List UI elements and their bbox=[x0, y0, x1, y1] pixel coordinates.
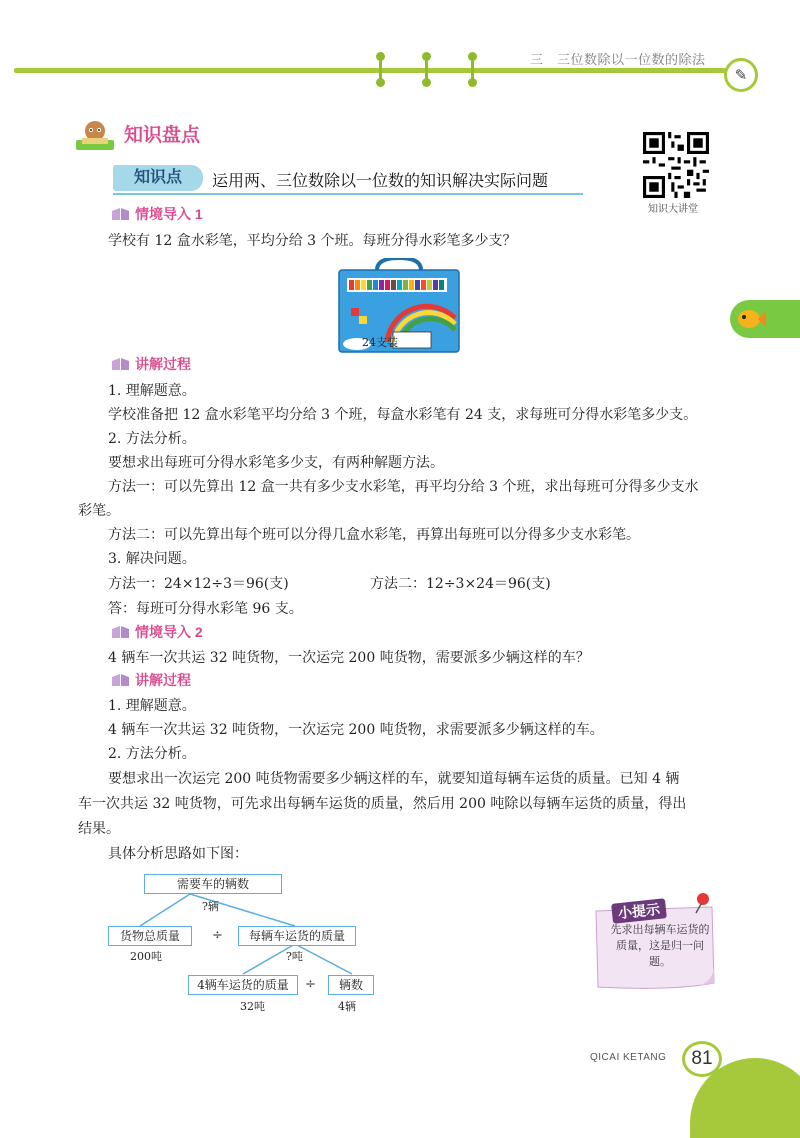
diagram-node-bottom-left-value: 32吨 bbox=[240, 1000, 265, 1013]
book-icon bbox=[112, 626, 129, 638]
page-number: 81 bbox=[682, 1041, 722, 1077]
footer-brand: QICAI KETANG bbox=[590, 1052, 667, 1063]
diagram-node-top-value: ?辆 bbox=[202, 900, 219, 913]
mascot-reading-icon bbox=[76, 118, 114, 152]
divider bbox=[113, 193, 583, 195]
explain2-line: 2. 方法分析。 bbox=[108, 746, 196, 762]
scenario1-question: 学校有 12 盒水彩笔，平均分给 3 个班。每班分得水彩笔多少支？ bbox=[108, 233, 517, 249]
fish-icon bbox=[736, 306, 766, 332]
divide-operator: ÷ bbox=[212, 928, 223, 943]
explain1-line: 方法一：可以先算出 12 盒一共有多少支水彩笔，再平均分给 3 个班，求出每班可分得多少支水 bbox=[108, 479, 699, 495]
knowledge-point-title: 运用两、三位数除以一位数的知识解决实际问题 bbox=[212, 173, 549, 190]
diagram-node-top: 需要车的辆数 bbox=[144, 874, 282, 894]
book-icon bbox=[112, 358, 129, 370]
explain1-line: 1. 理解题意。 bbox=[108, 383, 196, 399]
explain2-line: 1. 理解题意。 bbox=[108, 698, 196, 714]
explain1-line: 2. 方法分析。 bbox=[108, 431, 196, 447]
header-rule bbox=[14, 68, 726, 73]
method1-formula: 方法一：24×12÷3＝96(支) bbox=[108, 576, 289, 592]
explain1-heading: 讲解过程 bbox=[135, 356, 191, 372]
tip-text: 先求出每辆车运货的质量，这是归一问题。 bbox=[610, 923, 710, 968]
explain2-line: 具体分析思路如下图： bbox=[108, 846, 248, 862]
explain2-line: 结果。 bbox=[78, 821, 120, 837]
method2-formula: 方法二：12÷3×24＝96(支) bbox=[370, 576, 551, 592]
explain2-line: 要想求出一次运完 200 吨货物需要多少辆这样的车，就要知道每辆车运货的质量。已知 4 辆 bbox=[108, 771, 680, 787]
explain1-line: 要想求出每班可分得水彩笔多少支，有两种解题方法。 bbox=[108, 455, 444, 471]
explain2-line: 4 辆车一次共运 32 吨货物，一次运完 200 吨货物，求需要派多少辆这样的车。 bbox=[108, 722, 604, 738]
header-pin bbox=[376, 78, 385, 87]
book-icon bbox=[112, 208, 129, 220]
tip-heading: 小提示 bbox=[611, 898, 667, 924]
explain1-line: 彩笔。 bbox=[78, 503, 120, 519]
qr-caption: 知识大讲堂 bbox=[648, 204, 698, 215]
book-icon bbox=[112, 674, 129, 686]
explain2-line: 车一次共运 32 吨货物，可先求出每辆车运货的质量，然后用 200 吨除以每辆车运货的质量，得出 bbox=[78, 796, 687, 812]
section-title: 知识盘点 bbox=[124, 125, 201, 146]
header-pin bbox=[422, 78, 431, 87]
explain1-line: 方法二：可以先算出每个班可以分得几盒水彩笔，再算出每班可以分得多少支水彩笔。 bbox=[108, 527, 640, 543]
answer1: 答：每班可分得水彩笔 96 支。 bbox=[108, 601, 303, 617]
chapter-title: 三 三位数除以一位数的除法 bbox=[530, 52, 706, 67]
explain1-line: 3. 解决问题。 bbox=[108, 551, 196, 567]
box-label: 24支装 bbox=[362, 336, 398, 349]
diagram-node-mid-value: ?吨 bbox=[286, 950, 303, 963]
scenario1-heading: 情境导入 1 bbox=[135, 206, 203, 222]
divide-operator: ÷ bbox=[305, 977, 316, 992]
marker-box-illustration bbox=[337, 258, 461, 354]
mascot-icon: ✎ bbox=[724, 58, 758, 92]
knowledge-point-badge: 知识点 bbox=[113, 165, 203, 191]
qr-code-icon[interactable] bbox=[643, 132, 709, 198]
diagram-node-bottom-right-value: 4辆 bbox=[338, 1000, 356, 1013]
diagram-node-bottom-right: 辆数 bbox=[328, 975, 374, 995]
diagram-node-bottom-left: 4辆车运货的质量 bbox=[188, 975, 298, 995]
diagram-node-left: 货物总质量 bbox=[108, 926, 192, 946]
pushpin-icon bbox=[692, 892, 712, 914]
scenario2-heading: 情境导入 2 bbox=[135, 624, 203, 640]
scenario2-question: 4 辆车一次共运 32 吨货物，一次运完 200 吨货物，需要派多少辆这样的车？ bbox=[108, 650, 590, 666]
header-pin bbox=[468, 78, 477, 87]
diagram-node-mid: 每辆车运货的质量 bbox=[238, 926, 356, 946]
explain2-heading: 讲解过程 bbox=[135, 672, 191, 688]
diagram-node-left-value: 200吨 bbox=[130, 950, 162, 963]
explain1-line: 学校准备把 12 盒水彩笔平均分给 3 个班，每盒水彩笔有 24 支，求每班可分得水彩笔多少支。 bbox=[108, 407, 698, 423]
